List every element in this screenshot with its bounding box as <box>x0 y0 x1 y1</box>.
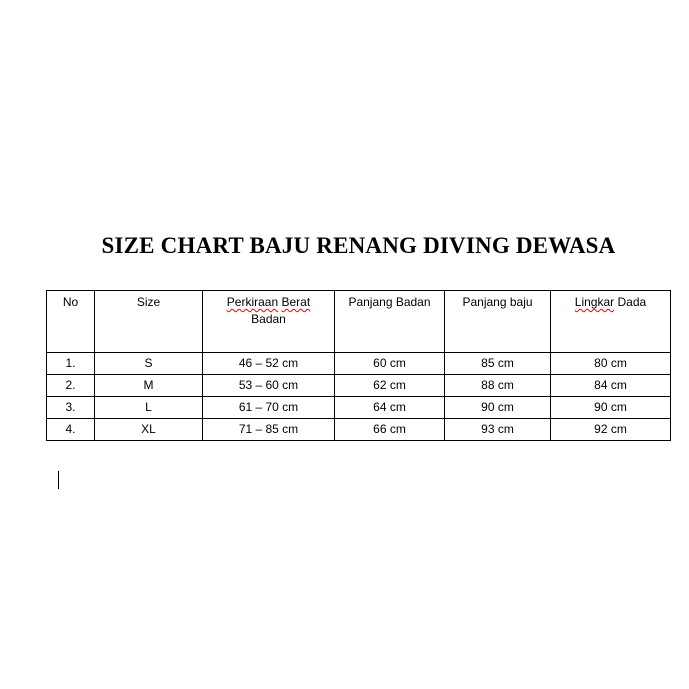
cell-shirt-length: 88 cm <box>445 375 551 397</box>
cell-body-length: 66 cm <box>335 419 445 441</box>
cell-no: 3. <box>47 397 95 419</box>
cell-weight: 71 – 85 cm <box>203 419 335 441</box>
cell-chest: 84 cm <box>551 375 671 397</box>
cell-body-length: 64 cm <box>335 397 445 419</box>
cell-no: 2. <box>47 375 95 397</box>
cell-chest: 92 cm <box>551 419 671 441</box>
cell-weight: 61 – 70 cm <box>203 397 335 419</box>
cell-no: 4. <box>47 419 95 441</box>
document-title: SIZE CHART BAJU RENANG DIVING DEWASA <box>101 233 616 258</box>
cell-chest: 80 cm <box>551 353 671 375</box>
cell-size: M <box>95 375 203 397</box>
header-no: No <box>47 291 95 353</box>
cell-body-length: 62 cm <box>335 375 445 397</box>
header-weight-word-badan: Badan <box>251 312 286 326</box>
table-row <box>47 375 671 397</box>
cell-size: L <box>95 397 203 419</box>
text-cursor <box>58 471 59 489</box>
cell-body-length: 60 cm <box>335 353 445 375</box>
table-row <box>47 353 671 375</box>
header-body-length: Panjang Badan <box>335 291 445 353</box>
cell-shirt-length: 85 cm <box>445 353 551 375</box>
header-weight-word-perkiraan: Perkiraan <box>226 295 279 309</box>
size-chart-table <box>46 290 671 441</box>
header-size: Size <box>95 291 203 353</box>
table-row <box>47 419 671 441</box>
cell-no: 1. <box>47 353 95 375</box>
header-weight <box>203 291 335 353</box>
header-chest <box>551 291 671 353</box>
header-chest-word-lingkar: Lingkar <box>574 295 615 309</box>
cell-size: S <box>95 353 203 375</box>
table-header-row <box>47 291 671 353</box>
header-weight-word-berat: Berat <box>281 295 311 309</box>
cell-weight: 53 – 60 cm <box>203 375 335 397</box>
header-chest-word-dada: Dada <box>617 295 647 309</box>
cell-chest: 90 cm <box>551 397 671 419</box>
cell-weight: 46 – 52 cm <box>203 353 335 375</box>
cell-shirt-length: 90 cm <box>445 397 551 419</box>
cell-shirt-length: 93 cm <box>445 419 551 441</box>
table-row <box>47 397 671 419</box>
header-shirt-length: Panjang baju <box>445 291 551 353</box>
cell-size: XL <box>95 419 203 441</box>
